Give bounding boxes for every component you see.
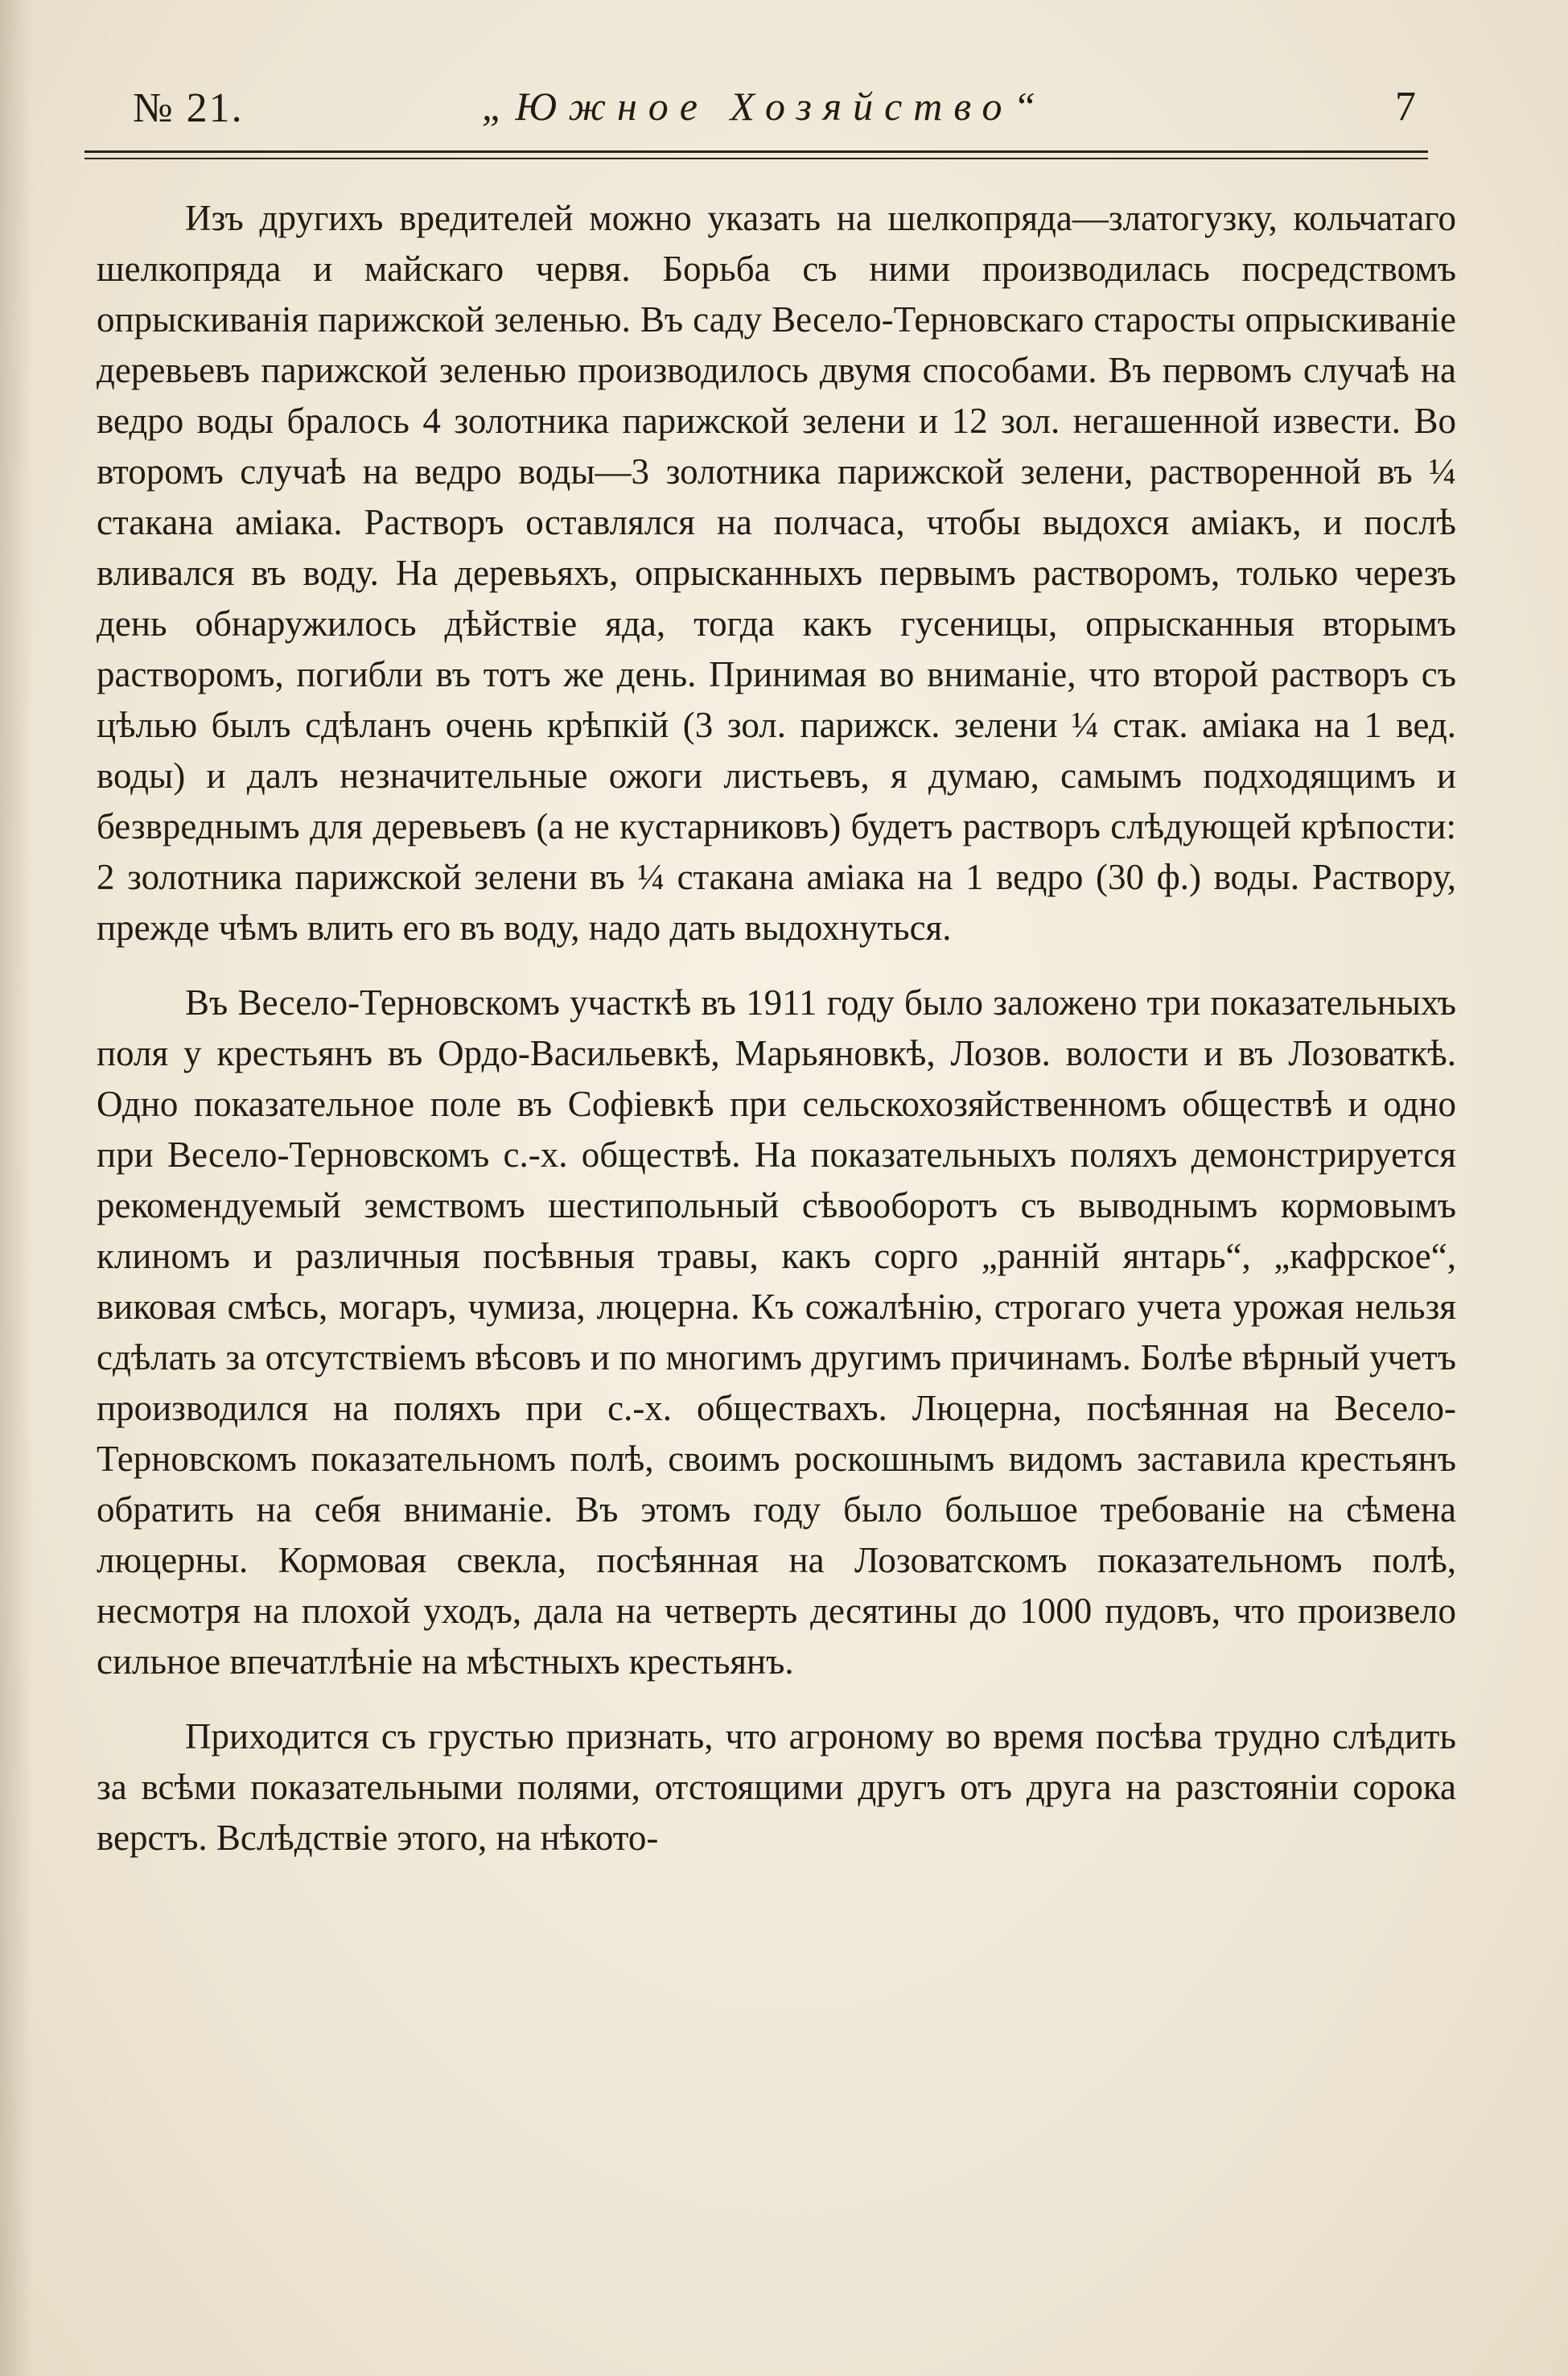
page-number: 7 bbox=[1395, 84, 1416, 130]
paragraph-agronomist: Приходится съ грустью признать, что агроному во время посѣва трудно слѣдить за всѣми показательными полями, отстоящими другъ отъ друга на разстояніи сорока верстъ. Вслѣдствіе этого, на нѣкото- bbox=[97, 1716, 1456, 1858]
paragraph-demonstration-fields: Въ Весело-Терновскомъ участкѣ въ 1911 году было заложено три показательныхъ поля у крестьянъ въ Ордо-Васильевкѣ, Марьяновкѣ, Лозов. волости и въ Лозоваткѣ. Одно показательное поле въ Софіевкѣ при сельскохозяйственномъ обществѣ и одно при Весело-Терновскомъ с.-х. обществѣ. На показательныхъ поляхъ демонстрируется рекомендуемый земствомъ шестипольный сѣвооборотъ съ выводнымъ кормовымъ клиномъ и различныя посѣвныя травы, какъ сорго „ранній янтарь“, „кафрское“, виковая смѣсь, могаръ, чумиза, люцерна. Къ сожалѣнію, строгаго учета урожая нельзя сдѣлать за отсутствіемъ вѣсовъ и по многимъ другимъ причинамъ. Болѣе вѣрный учетъ производился на поляхъ при с.-х. обществахъ. Люцерна, посѣянная на Весело-Терновскомъ показательномъ полѣ, своимъ роскошнымъ видомъ заставила крестьянъ обратить на себя вниманіе. Въ этомъ году было большое требованіе на сѣмена люцерны. Кормовая свекла, посѣянная на Лозоватскомъ показательномъ полѣ, несмотря на плохой уходъ, дала на четверть десятины до 1000 пудовъ, что произвело сильное впечатлѣніе на мѣстныхъ крестьянъ. bbox=[97, 982, 1456, 1682]
issue-number: № 21. bbox=[133, 85, 244, 131]
running-header bbox=[88, 76, 1440, 133]
journal-title: „Южное Хозяйство“ bbox=[481, 84, 1047, 129]
page-edge-shadow bbox=[0, 0, 32, 2376]
header-rule-bottom bbox=[84, 158, 1428, 159]
article-body bbox=[97, 193, 1456, 1863]
header-rule-top bbox=[84, 150, 1428, 153]
paragraph-pests: Изъ другихъ вредителей можно указать на шелкопряда—златогузку, кольчатаго шелкопряда и майскаго червя. Борьба съ ними производилась посредствомъ опрыскиванія парижской зеленью. Въ саду Весело-Терновскаго старосты опрыскиваніе деревьевъ парижской зеленью производилось двумя способами. Въ первомъ случаѣ на ведро воды бралось 4 золотника парижской зелени и 12 зол. негашенной извести. Во второмъ случаѣ на ведро воды—3 золотника парижской зелени, растворенной въ ¼ стакана аміака. Растворъ оставлялся на полчаса, чтобы выдохся аміакъ, и послѣ вливался въ воду. На деревьяхъ, опрысканныхъ первымъ растворомъ, только черезъ день обнаружилось дѣйствіе яда, тогда какъ гусеницы, опрысканныя вторымъ растворомъ, погибли въ тотъ же день. Принимая во вниманіе, что второй растворъ съ цѣлью былъ сдѣланъ очень крѣпкій (3 зол. парижск. зелени ¼ стак. аміака на 1 вед. воды) и далъ незначительные ожоги листьевъ, я думаю, самымъ подходящимъ и безвреднымъ для деревьевъ (а не кустарниковъ) будетъ растворъ слѣдующей крѣпости: 2 золотника парижской зелени въ ¼ стакана аміака на 1 ведро (30 ф.) воды. Раствору, прежде чѣмъ влить его въ воду, надо дать выдохнуться. bbox=[97, 198, 1456, 948]
